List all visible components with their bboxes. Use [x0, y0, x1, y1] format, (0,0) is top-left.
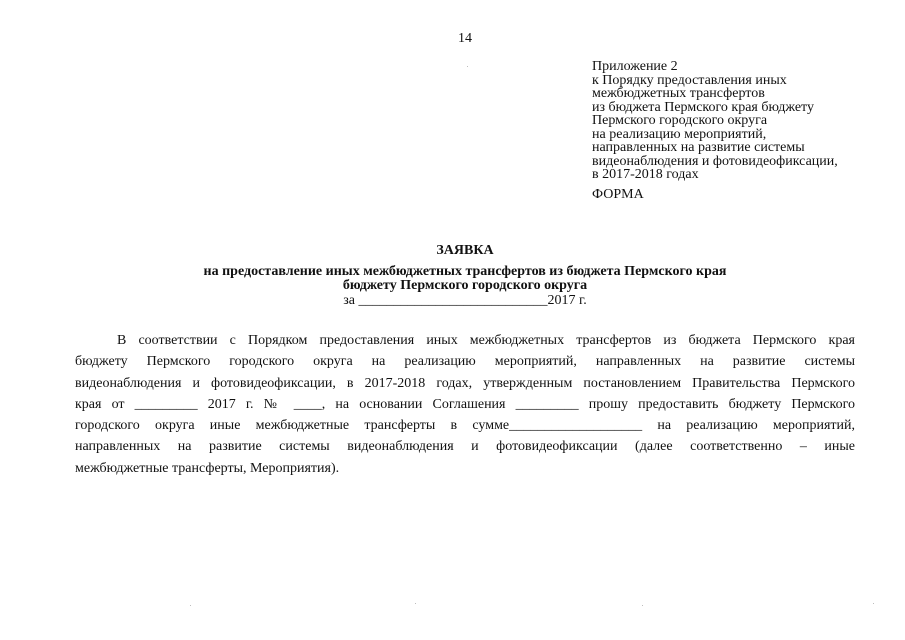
- scan-speck: [467, 66, 468, 67]
- appendix-line: из бюджета Пермского края бюджету: [592, 99, 814, 115]
- scan-speck: [415, 603, 416, 604]
- body-line: В соответствии с Порядком предоставления иных межбюджетных трансфертов из бюджета Пермского края: [117, 333, 855, 348]
- page-number: 14: [458, 31, 472, 46]
- subtitle-line: бюджету Пермского городского округа: [342, 278, 588, 293]
- appendix-line: Приложение 2: [592, 59, 678, 74]
- form-label: ФОРМА: [592, 187, 644, 202]
- body-line: направленных на развитие системы видеонаблюдения и фотовидеофиксации (далее соответственно – иные: [75, 439, 855, 455]
- appendix-line: межбюджетных трансфертов: [592, 86, 765, 101]
- body-line: городского округа иные межбюджетные трансферты в сумме___________________ на реализацию мероприятий,: [75, 418, 855, 434]
- appendix-line: видеонаблюдения и фотовидеофиксации,: [592, 153, 838, 169]
- document-subtitle: [0, 265, 905, 293]
- scan-speck: [642, 605, 643, 606]
- body-line: видеонаблюдения и фотовидеофиксации, в 2017-2018 годах, утвержденным постановлением Правительства Пермского: [75, 375, 855, 391]
- appendix-line: направленных на развитие системы: [592, 140, 805, 155]
- scan-speck: [873, 603, 874, 604]
- subtitle-line: на предоставление иных межбюджетных трансфертов из бюджета Пермского края: [203, 264, 727, 279]
- appendix-block: [592, 60, 882, 182]
- appendix-line: в 2017-2018 годах: [592, 167, 699, 182]
- period-line: за ___________________________2017 г.: [343, 293, 587, 308]
- body-paragraph: [75, 330, 855, 479]
- body-line: края от _________ 2017 г. № ____, на основании Соглашения _________ прошу предоставить бюджету Пермского: [75, 396, 855, 412]
- scan-speck: [190, 605, 191, 606]
- body-line: межбюджетные трансферты, Мероприятия).: [75, 460, 340, 476]
- appendix-line: на реализацию мероприятий,: [592, 126, 767, 142]
- appendix-line: к Порядку предоставления иных: [592, 72, 787, 88]
- body-line: бюджету Пермского городского округа на реализацию мероприятий, направленных на развитие системы: [75, 354, 855, 370]
- appendix-line: Пермского городского округа: [592, 113, 768, 128]
- document-title: ЗАЯВКА: [436, 243, 494, 258]
